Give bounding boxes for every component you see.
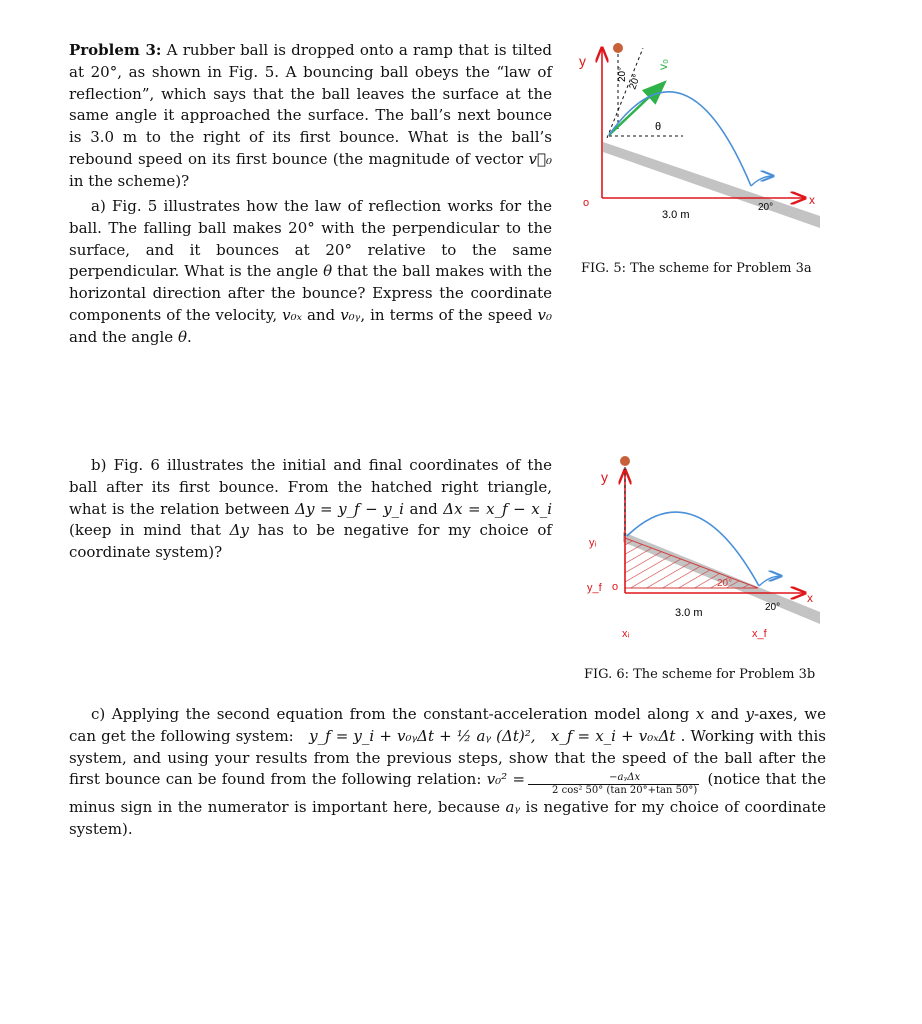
- part-b: [69, 455, 552, 564]
- fig6-origin-label: o: [612, 581, 619, 593]
- y-symbol: y: [745, 705, 754, 723]
- fig5-origin-label: o: [583, 197, 590, 209]
- theta-symbol: θ: [323, 262, 333, 281]
- fig5-velocity-label: v₀: [656, 59, 670, 70]
- fig5-ball: [613, 43, 623, 53]
- v0-symbol: v₀: [537, 305, 552, 324]
- part-c-text-3: -axes, we can get the following system:: [69, 705, 826, 745]
- fig5-normal-line: [607, 48, 643, 138]
- fig5-angle-left: 20°: [617, 66, 628, 82]
- part-c: [69, 704, 826, 841]
- intro-text-1: A rubber ball is dropped onto a ramp that is tilted at 20°, as shown in Fig. 5. A bouncing ball obeys the “law of reflection”, which says that the ball leaves the surface at the same angle it approached the surface. The ball’s next bounce is 3.0 m to the right of its first bounce. What is the ball’s rebound speed on its first bounce (the magnitude of vector: [69, 41, 552, 168]
- fig5-caption: FIG. 5: The scheme for Problem 3a: [581, 261, 812, 276]
- theta-symbol-2: θ: [177, 327, 187, 346]
- fig5-axis-x-label: x: [809, 193, 815, 207]
- xf-equation: x_f = x_i + v₀ₓΔt: [550, 726, 676, 745]
- part-a-text-1: a) Fig. 5 illustrates how the law of reflection works for the ball. The falling ball makes 20° with the perpendicular to the surface, and it bounces at 20° relative to the same perpendicular. What is the angle: [69, 197, 552, 281]
- fig6-hatched-triangle: [625, 538, 758, 588]
- ay-symbol: aᵧ: [505, 798, 521, 817]
- problem-label: Problem 3:: [69, 41, 162, 59]
- part-c-text-4: . Working with this system, and using your results from the previous steps, show that the speed of the ball after the first bounce can be found from the following relation:: [69, 726, 826, 789]
- fig6-caption: FIG. 6: The scheme for Problem 3b: [584, 667, 816, 682]
- yf-equation: y_f = y_i + v₀ᵧΔt + ½ aᵧ (Δt)²,: [309, 726, 536, 745]
- fig6-hatch-angle: 20°: [717, 578, 733, 589]
- fig6-yf-label: y_f: [587, 582, 602, 594]
- part-b-text-3: (keep in mind that: [69, 521, 230, 540]
- part-c-text-2: and: [704, 705, 746, 723]
- problem-intro: [69, 40, 552, 193]
- part-a-text-2: that the ball makes with the horizontal direction after the bounce? Express the coordinate components of the velocity,: [69, 262, 552, 324]
- fig6-axis-x-label: x: [807, 591, 813, 605]
- part-b-text-4: has to be negative for my choice of coordinate system)?: [69, 521, 552, 562]
- part-c-text-6: is negative for my choice of coordinate system).: [69, 798, 826, 839]
- v0-squared: v₀² =: [486, 770, 526, 789]
- part-b-text-1: b) Fig. 6 illustrates the initial and final coordinates of the ball after its first bounce. From the hatched right triangle, what is the relation between: [69, 456, 552, 518]
- dy-symbol: Δy: [229, 521, 249, 540]
- figure-6: [565, 450, 830, 650]
- fig6-trajectory-after: [759, 576, 781, 586]
- fig6-distance-label: 3.0 m: [675, 607, 703, 619]
- part-b-text-2: and: [403, 499, 444, 518]
- fig6-ramp-angle: 20°: [765, 602, 781, 613]
- fraction-denominator: 2 cos² 50° (tan 20°+tan 50°): [552, 785, 698, 797]
- fraction-numerator: −aᵧΔx: [528, 772, 699, 785]
- v0x-symbol: v₀ₓ: [282, 305, 302, 324]
- dx-equation: Δx = x_f − x_i: [443, 499, 552, 518]
- fig5-distance-label: 3.0 m: [662, 209, 690, 221]
- fig5-theta-label: θ: [655, 121, 662, 133]
- part-c-text-5: (notice that the minus sign in the numerator is important here, because: [69, 770, 826, 817]
- fig6-xi-label: xᵢ: [622, 628, 630, 640]
- v0y-symbol: v₀ᵧ: [340, 305, 361, 324]
- fig5-axis-y-label: y: [579, 53, 586, 69]
- fig5-ramp-angle: 20°: [758, 202, 774, 213]
- fig6-yi-label: yᵢ: [589, 537, 597, 549]
- part-c-text-1: c) Applying the second equation from the constant-acceleration model along: [91, 705, 696, 723]
- v0-vector: v⃗₀: [528, 149, 552, 168]
- fig6-ball: [620, 456, 630, 466]
- intro-text-2: in the scheme)?: [69, 171, 190, 190]
- figure-5: [565, 38, 830, 238]
- dy-equation: Δy = y_f − y_i: [295, 499, 404, 518]
- fig5-ramp: [603, 142, 820, 228]
- fig5-trajectory-after: [751, 176, 773, 186]
- fig6-axis-y-label: y: [601, 469, 608, 485]
- part-a: [69, 196, 552, 349]
- part-a-text-4: , in terms of the speed: [360, 305, 538, 324]
- speed-fraction: [528, 772, 699, 797]
- part-a-text-3: and: [301, 305, 341, 324]
- part-a-text-5: and the angle: [69, 327, 178, 346]
- x-symbol: x: [695, 705, 705, 723]
- fig5-angle-right: 20°: [627, 73, 643, 92]
- fig6-xf-label: x_f: [752, 628, 767, 640]
- part-a-text-6: .: [187, 327, 192, 346]
